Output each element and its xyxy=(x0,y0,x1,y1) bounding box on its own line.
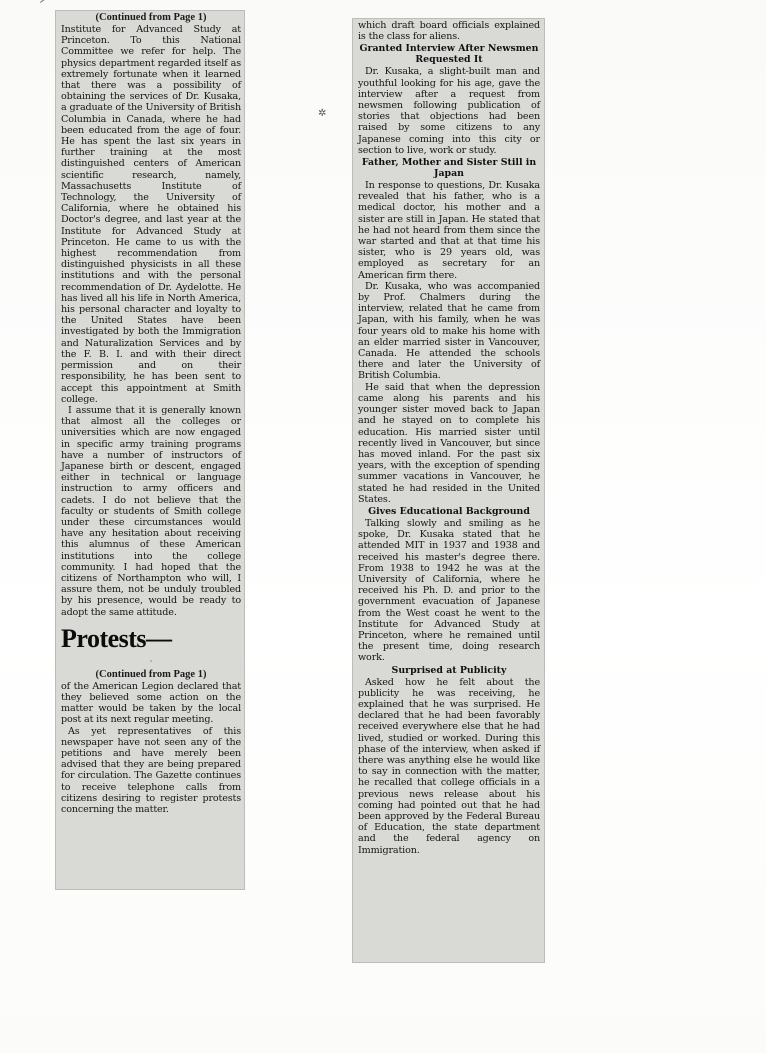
article-paragraph: of the American Legion declared that they believed some action on the matter would be taken by the local post at its next regular meeting. xyxy=(61,680,241,726)
article-paragraph: Institute for Advanced Study at Princeton. To this National Committee we refer for help. The physics department regarded itself as extremely fortunate when it learned that there was a possibility of obtaining the services of Dr. Kusaka, a graduate of the University of British Columbia in Canada, where he had been educated from the age of four. He has spent the last six years in further training at the most distinguished centers of American scientific research, namely, Massachusetts Institute of Technology, the University of California, where he obtained his Doctor's degree, and last year at the Institute for Advanced Study at Princeton. He came to us with the highest recommendation from distinguished physicists in all these institutions and with the personal recommendation of Dr. Aydelotte. He has lived all his life in North America, his personal character and loyalty to the United States have been investigated by both the Immigration and Naturalization Services and by the F. B. I. and with their direct permission and on their responsibility, he has been sent to accept this appointment at Smith college. xyxy=(61,24,241,405)
continued-from-page-1-top: (Continued from Page 1) xyxy=(95,12,207,23)
article-paragraph: I assume that it is generally known that almost all the colleges or universities which are now engaged in specific army training programs have a number of instructors of Japanese birth or descent, engaged either in technical or language instruction to army officers and cadets. I do not believe that the faculty or students of Smith college under these circumstances would have any hesitation about receiving this alumnus of these American institutions into the college community. I had hoped that the citizens of Northampton who will, I assure them, not be unduly troubled by his presence, would be ready to adopt the same attitude. xyxy=(61,404,241,618)
article-paragraph: Talking slowly and smiling as he spoke, Dr. Kusaka stated that he attended MIT in 1937 and 1938 and received his master's degree there. From 1938 to 1942 he was at the University of California, where he received his Ph. D. and prior to the government evacuation of Japanese from the West coast he went to the Institute for Advanced Study at Princeton, where he remained until the present time, doing research work. xyxy=(358,517,540,664)
article-paragraph: In response to questions, Dr. Kusaka revealed that his father, who is a medical doctor, his mother and a sister are still in Japan. He stated that he had not heard from them since the war started and that at that time his sister, who is 29 years old, was employed as secretary for an American firm there. xyxy=(358,180,540,281)
clipping-left-column xyxy=(55,10,245,890)
headline-divider: · xyxy=(149,656,153,666)
subheading-granted-interview: Granted Interview After Newsmen Requested It xyxy=(359,43,539,66)
clipping-right-column xyxy=(352,18,545,963)
subheading-family-in-japan: Father, Mother and Sister Still in Japan xyxy=(361,157,537,180)
article-paragraph: Dr. Kusaka, a slight-built man and youthful looking for his age, gave the interview after a request from newsmen following publication of stories that objections had been raised by some citizens to any Japanese coming into this city or section to live, work or study. xyxy=(358,66,540,156)
subheading-surprised-at-publicity: Surprised at Publicity xyxy=(391,664,507,676)
subheading-educational-background: Gives Educational Background xyxy=(368,505,530,517)
article-paragraph: Dr. Kusaka, who was accompanied by Prof. Chalmers during the interview, related that he came from Japan, with his family, when he was four years old to make his home with an elder married sister in Vancouver, Canada. He attended the schools there and later the University of British Columbia. xyxy=(358,280,540,382)
protests-headline: Protests— xyxy=(61,623,172,653)
continued-from-page-1-mid: (Continued from Page 1) xyxy=(95,668,207,680)
article-paragraph: He said that when the depression came along his parents and his younger sister moved back to Japan and he stayed on to complete his education. His married sister until recently lived in Vancouver, but since has moved inland. For the past six years, with the exception of spending summer vacations in Vancouver, he stated he had resided in the United States. xyxy=(358,381,540,505)
scan-speck: ✲ xyxy=(318,108,327,119)
article-paragraph: As yet representatives of this newspaper have not seen any of the petitions and have merely been advised that they are being prepared for circulation. The Gazette continues to receive telephone calls from citizens desiring to register protests concerning the matter. xyxy=(61,725,241,815)
article-paragraph: Asked how he felt about the publicity he was receiving, he explained that he was surprised. He declared that he had been favorably received everywhere else that he had lived, studied or worked. During this phase of the interview, when asked if there was anything else he would like to say in connection with the matter, he recalled that college officials in a previous news release about his coming had pointed out that he had been approved by the Federal Bureau of Education, the state department and the federal agency on Immigration. xyxy=(358,676,540,856)
article-paragraph: which draft board officials explained is the class for aliens. xyxy=(358,20,540,43)
